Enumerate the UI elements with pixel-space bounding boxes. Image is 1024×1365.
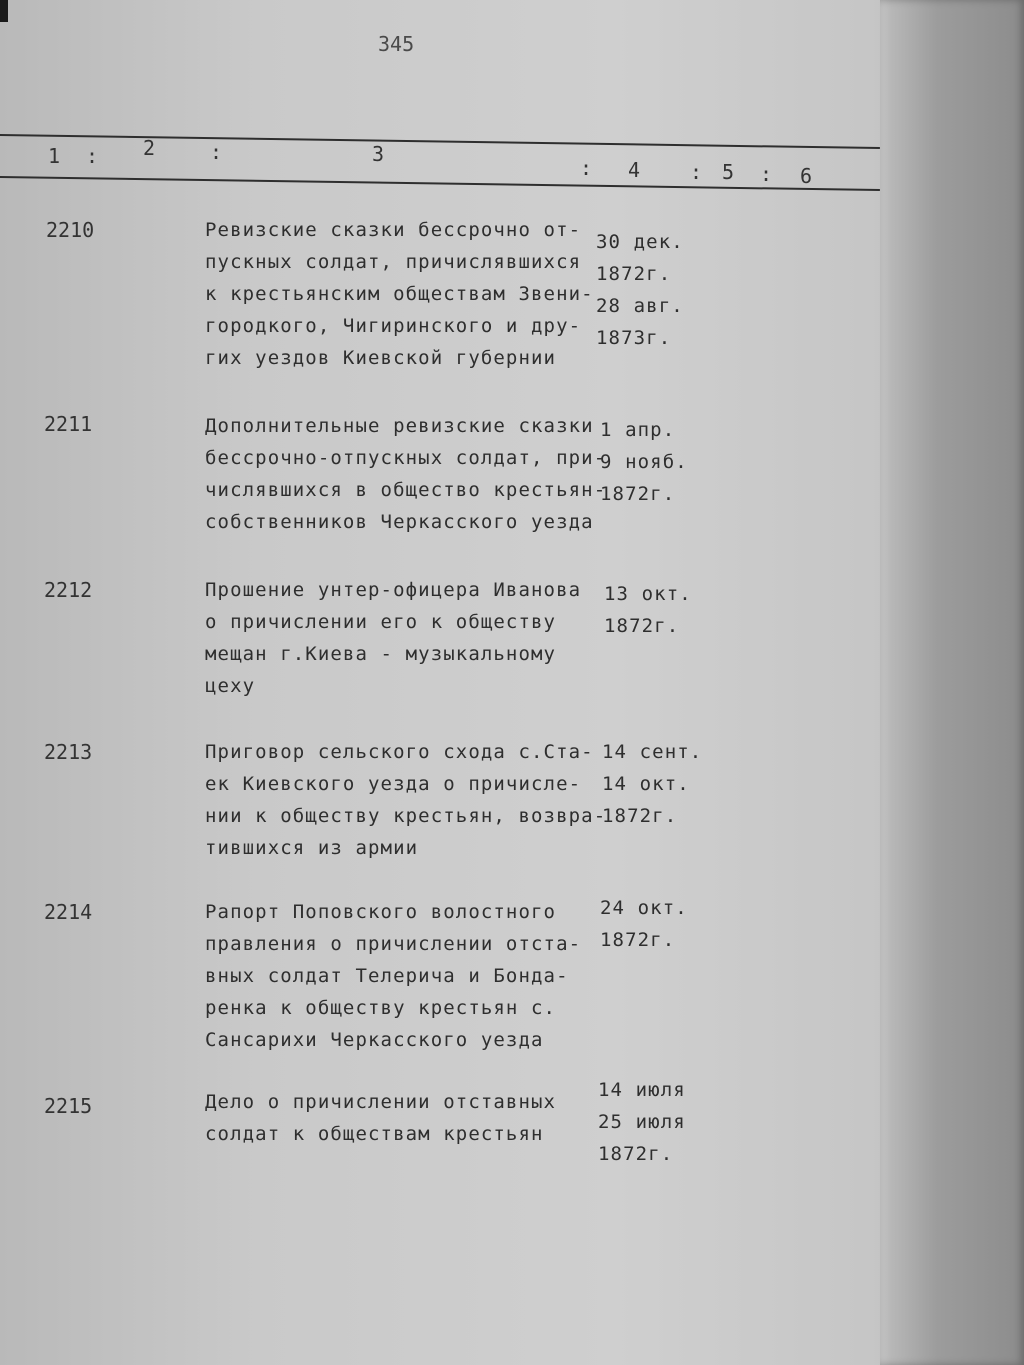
- header-separator: :: [86, 144, 99, 168]
- entry-text-line: нии к обществу крестьян, возвра-: [205, 805, 607, 827]
- entry-text-line: Сансарихи Черкасского уезда: [205, 1029, 544, 1051]
- entry-text-line: Рапорт Поповского волостного: [205, 901, 557, 923]
- entry-date-line: 1 апр.: [600, 419, 676, 441]
- entry-text-line: ренка к обществу крестьян с.: [205, 997, 557, 1019]
- entry-date-line: 25 июля: [598, 1111, 686, 1133]
- entry-date-line: 24 окт.: [600, 897, 688, 919]
- entry-dates: [602, 736, 702, 832]
- header-column-5: 5: [722, 160, 735, 184]
- entry-text-line: Приговор сельского схода с.Ста-: [205, 741, 594, 763]
- entry-dates: [604, 578, 692, 642]
- entry-date-line: 1872г.: [598, 1143, 674, 1165]
- entry-date-line: 13 окт.: [604, 583, 692, 605]
- entry-text-line: правления о причислении отста-: [205, 933, 582, 955]
- entry-description: [205, 896, 581, 1056]
- entry-text-line: бессрочно-отпускных солдат, при-: [205, 447, 607, 469]
- entry-date-line: 30 дек.: [596, 231, 684, 253]
- entry-number: 2214: [44, 900, 93, 924]
- page-number: 345: [378, 32, 415, 56]
- header-rule-bottom: [0, 176, 880, 191]
- header-column-1: 1: [48, 144, 61, 168]
- entry-dates: [598, 1074, 686, 1170]
- entry-dates: [600, 414, 688, 510]
- entry-description: [205, 214, 594, 374]
- entry-date-line: 14 окт.: [602, 773, 690, 795]
- entry-text-line: числявшихся в общество крестьян-: [205, 479, 607, 501]
- entry-number: 2210: [46, 218, 95, 242]
- entry-date-line: 9 нояб.: [600, 451, 688, 473]
- entry-number: 2213: [44, 740, 93, 764]
- entry-text-line: городкого, Чигиринского и дру-: [205, 315, 582, 337]
- header-separator: :: [210, 140, 223, 164]
- entry-text-line: собственников Черкасского уезда: [205, 511, 594, 533]
- entry-description: [205, 736, 606, 864]
- header-column-2: 2: [143, 136, 156, 160]
- header-rule-top: [0, 134, 880, 149]
- page-edge-shadow: [880, 0, 1024, 1365]
- entry-number: 2215: [44, 1094, 93, 1118]
- header-separator: :: [760, 162, 773, 186]
- entry-description: [205, 574, 581, 702]
- entry-date-line: 28 авг.: [596, 295, 684, 317]
- entry-text-line: ек Киевского уезда о причисле-: [205, 773, 582, 795]
- entry-date-line: 1872г.: [602, 805, 678, 827]
- entry-text-line: о причислении его к обществу: [205, 611, 557, 633]
- entry-dates: [596, 226, 684, 354]
- entry-text-line: Прошение унтер-офицера Иванова: [205, 579, 582, 601]
- entry-dates: [600, 892, 688, 956]
- entry-text-line: гих уездов Киевской губернии: [205, 347, 557, 369]
- entry-text-line: мещан г.Киева - музыкальному: [205, 643, 557, 665]
- entry-date-line: 1872г.: [600, 483, 676, 505]
- entry-date-line: 14 сент.: [602, 741, 703, 763]
- binding-mark: [0, 0, 8, 22]
- entry-date-line: 1872г.: [604, 615, 680, 637]
- header-separator: :: [580, 156, 593, 180]
- entry-date-line: 14 июля: [598, 1079, 686, 1101]
- entry-text-line: пускных солдат, причислявшихся: [205, 251, 582, 273]
- header-column-3: 3: [372, 142, 385, 166]
- entry-text-line: Ревизские сказки бессрочно от-: [205, 219, 582, 241]
- entry-date-line: 1872г.: [596, 263, 672, 285]
- entry-description: [205, 410, 606, 538]
- entry-description: [205, 1086, 556, 1150]
- entry-number: 2212: [44, 578, 93, 602]
- entry-number: 2211: [44, 412, 93, 436]
- header-column-4: 4: [628, 158, 641, 182]
- entry-text-line: вных солдат Телерича и Бонда-: [205, 965, 569, 987]
- entry-text-line: Дело о причислении отставных: [205, 1091, 557, 1113]
- header-separator: :: [690, 160, 703, 184]
- entry-text-line: солдат к обществам крестьян: [205, 1123, 544, 1145]
- entry-text-line: тившихся из армии: [205, 837, 419, 859]
- entry-text-line: цеху: [205, 675, 256, 697]
- entry-text-line: к крестьянским обществам Звени-: [205, 283, 594, 305]
- header-column-6: 6: [800, 164, 813, 188]
- entry-date-line: 1872г.: [600, 929, 676, 951]
- entry-text-line: Дополнительные ревизские сказки: [205, 415, 594, 437]
- entry-date-line: 1873г.: [596, 327, 672, 349]
